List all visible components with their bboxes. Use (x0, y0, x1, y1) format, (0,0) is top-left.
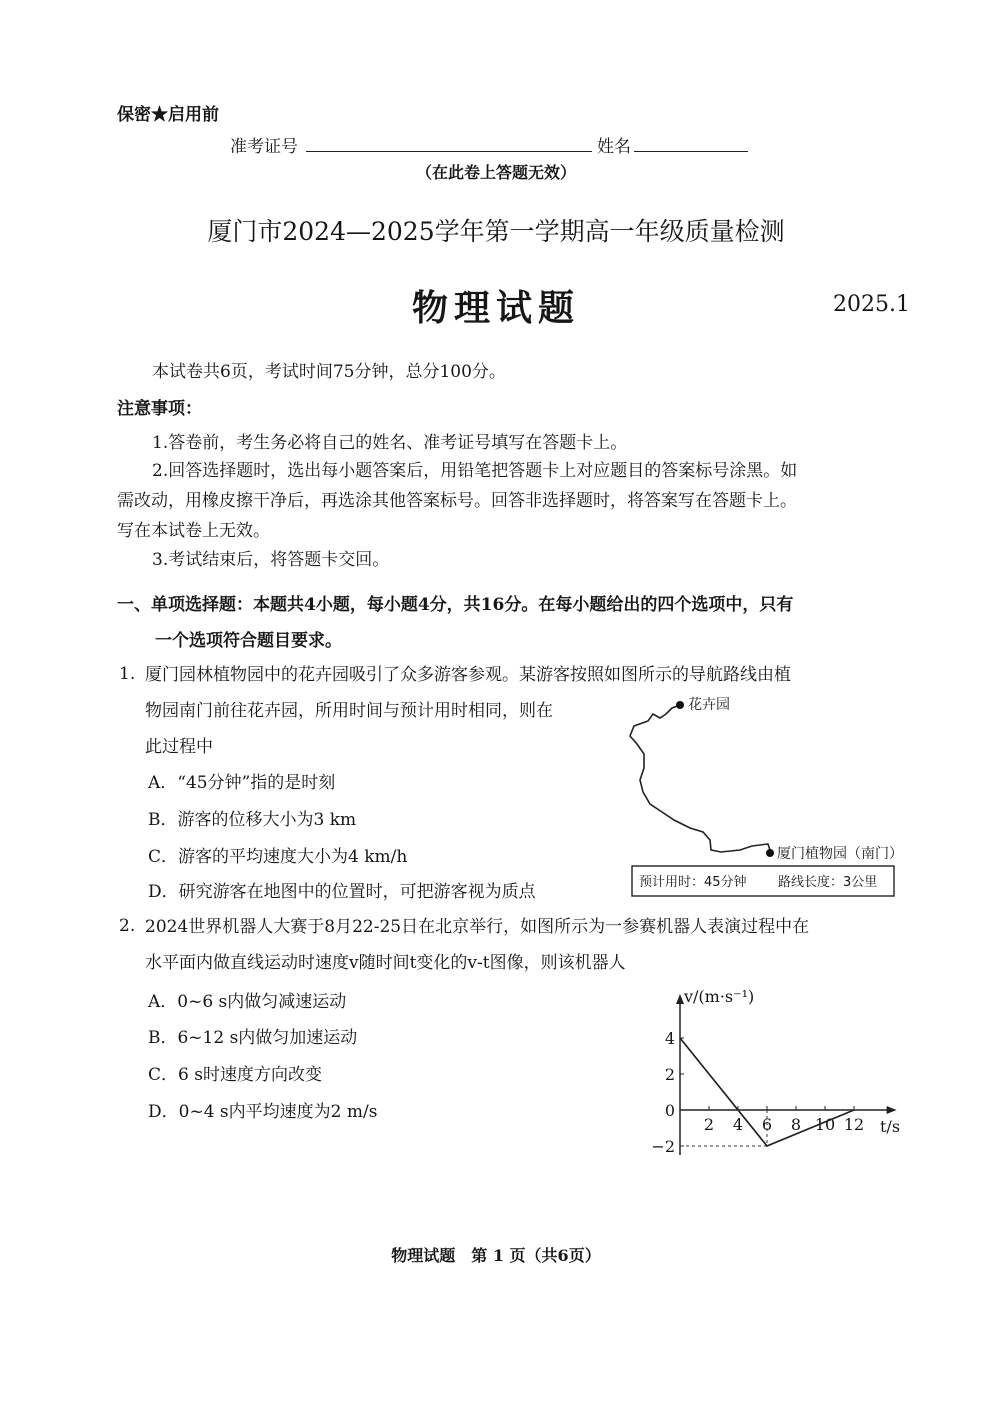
q1-option-c: C．游客的平均速度大小为4 km/h (148, 847, 408, 867)
note-item-1: 1.答卷前，考生务必将自己的姓名、准考证号填写在答题卡上。 (152, 433, 628, 453)
q1-number: 1. (119, 664, 136, 684)
x-tick-label: 4 (732, 1115, 744, 1134)
name-label: 姓名 (597, 137, 631, 157)
q1-option-a: A．“45分钟”指的是时刻 (148, 773, 336, 793)
map-start-label: 厦门植物园（南门） (777, 846, 903, 862)
page-footer: 物理试题 第 1 页（共6页） (391, 1246, 601, 1265)
name-field[interactable] (634, 151, 748, 152)
note-item-2-line1: 2.回答选择题时，选出每小题答案后，用铅笔把答题卡上对应题目的答案标号涂黑。如 (152, 461, 798, 481)
q2-stem-line1: 2024世界机器人大赛于8月22-25日在北京举行，如图所示为一参赛机器人表演过程中在 (145, 917, 810, 937)
q2-option-b: B．6~12 s内做匀加速运动 (148, 1028, 358, 1048)
q1-stem-line3: 此过程中 (145, 737, 213, 757)
note-item-2-line2: 需改动，用橡皮擦干净后，再选涂其他答案标号。回答非选择题时，将答案写在答题卡上。 (117, 491, 797, 511)
exam-number-field[interactable] (306, 151, 592, 152)
x-tick-label: 8 (790, 1115, 802, 1134)
route-map-figure (620, 690, 910, 900)
section1-line2: 一个选项符合题目要求。 (155, 631, 342, 651)
x-axis-label: t/s (880, 1117, 901, 1136)
q1-option-b: B．游客的位移大小为3 km (148, 810, 357, 830)
intro-text: 本试卷共6页，考试时间75分钟，总分100分。 (152, 362, 506, 382)
x-tick-label: 12 (843, 1115, 865, 1134)
q2-number: 2. (119, 916, 136, 936)
q2-option-a: A．0~6 s内做匀减速运动 (148, 992, 347, 1012)
end-point-marker (676, 701, 684, 709)
y-tick-label: 0 (664, 1101, 675, 1120)
exam-date: 2025.1 (833, 292, 910, 317)
q1-stem-line2: 物园南门前往花卉园，所用时间与预计用时相同，则在 (145, 701, 553, 721)
secret-label: 保密★启用前 (117, 105, 219, 125)
x-tick-label: 10 (814, 1115, 836, 1134)
map-end-label: 花卉园 (688, 697, 730, 713)
exam-title: 厦门市2024—2025学年第一学期高一年级质量检测 (207, 217, 785, 246)
invalid-note: （在此卷上答题无效） (415, 163, 576, 182)
route-path (630, 705, 770, 852)
exam-number-label: 准考证号 (230, 137, 298, 157)
x-tick-label: 2 (703, 1115, 715, 1134)
chart-ticks (651, 1029, 864, 1155)
start-point-marker (766, 849, 774, 857)
note-item-3: 3.考试结束后，将答题卡交回。 (152, 550, 390, 570)
y-tick-label: 2 (664, 1065, 675, 1084)
map-time-label: 预计用时：45分钟 (639, 875, 747, 890)
subject-title: 物理试题 (411, 287, 580, 329)
q2-option-d: D．0~4 s内平均速度为2 m/s (148, 1102, 378, 1122)
note-item-2-line3: 写在本试卷上无效。 (117, 521, 270, 541)
section1-line1: 一、单项选择题：本题共4小题，每小题4分，共16分。在每小题给出的四个选项中，只有 (117, 595, 794, 615)
vt-chart (640, 980, 920, 1155)
q2-option-c: C．6 s时速度方向改变 (148, 1065, 322, 1085)
y-tick-label: −2 (651, 1137, 675, 1155)
x-tick-label: 6 (761, 1115, 773, 1134)
y-tick-label: 4 (664, 1029, 675, 1048)
chart-guides (680, 1110, 767, 1146)
y-axis-arrow (676, 994, 684, 1004)
y-axis-label: v/(m·s⁻¹) (684, 987, 755, 1006)
x-axis-arrow (887, 1106, 897, 1114)
q2-stem-line2: 水平面内做直线运动时速度v随时间t变化的v-t图像，则该机器人 (145, 953, 626, 973)
notes-heading: 注意事项： (117, 399, 202, 419)
q1-stem-line1: 厦门园林植物园中的花卉园吸引了众多游客参观。某游客按照如图所示的导航路线由植 (145, 665, 791, 685)
q1-option-d: D．研究游客在地图中的位置时，可把游客视为质点 (148, 882, 536, 902)
map-length-label: 路线长度：3公里 (778, 875, 878, 890)
